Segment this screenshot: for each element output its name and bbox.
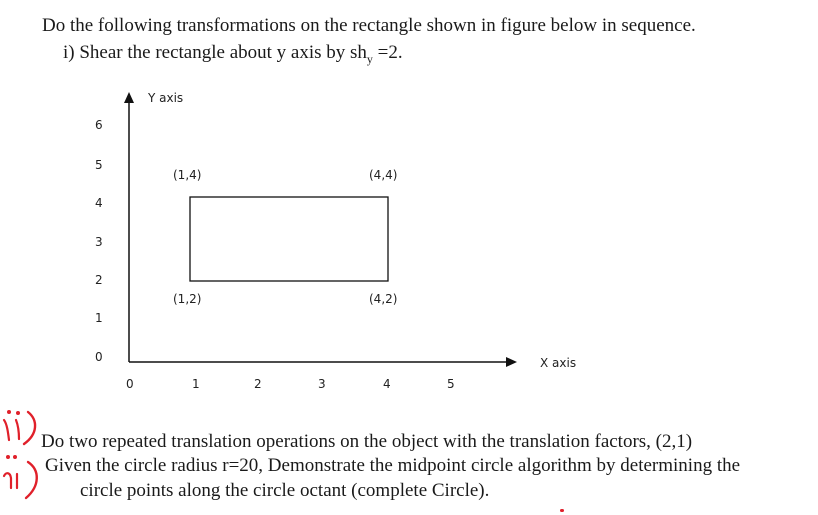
corner-label-bottom-left: (1,2): [173, 292, 202, 306]
x-tick: 0: [126, 377, 134, 391]
corner-label-top-left: (1,4): [173, 168, 202, 182]
stray-ink-mark: [560, 509, 564, 512]
handwritten-mark-ii: [0, 406, 44, 453]
x-tick: 2: [254, 377, 262, 391]
question-line-1: Do the following transformations on the rectangle shown in figure below in sequence.: [42, 15, 696, 36]
y-axis-label: Y axis: [148, 91, 184, 105]
question-item-ii: Do two repeated translation operations on the object with the translation factors, (2,1): [41, 431, 693, 452]
y-tick: 5: [95, 158, 103, 172]
y-tick: 4: [95, 196, 103, 210]
x-tick: 5: [447, 377, 455, 391]
x-axis-label: X axis: [540, 356, 577, 370]
corner-label-bottom-right: (4,2): [369, 292, 398, 306]
x-axis-arrowhead: [506, 357, 517, 367]
x-tick: 1: [192, 377, 200, 391]
y-tick: 2: [95, 273, 103, 287]
shear-instruction: i) Shear the rectangle about y axis by sh: [63, 42, 367, 63]
question-item-iii-line-1: Given the circle radius r=20, Demonstrate the midpoint circle algorithm by determining the: [45, 455, 741, 476]
x-tick: 4: [383, 377, 391, 391]
y-tick: 6: [95, 118, 103, 132]
y-tick: 1: [95, 311, 103, 325]
y-tick: 3: [95, 235, 103, 249]
shear-value: =2.: [372, 42, 403, 63]
x-tick: 3: [318, 377, 326, 391]
question-item-iii-line-2: circle points along the circle octant (complete Circle).: [80, 480, 490, 501]
y-axis-arrowhead: [124, 92, 134, 103]
shear-subscript: y: [366, 51, 373, 66]
rectangle-shape: [190, 197, 388, 281]
handwritten-mark-iii: [0, 452, 44, 507]
y-tick: 0: [95, 350, 103, 364]
corner-label-top-right: (4,4): [369, 168, 398, 182]
